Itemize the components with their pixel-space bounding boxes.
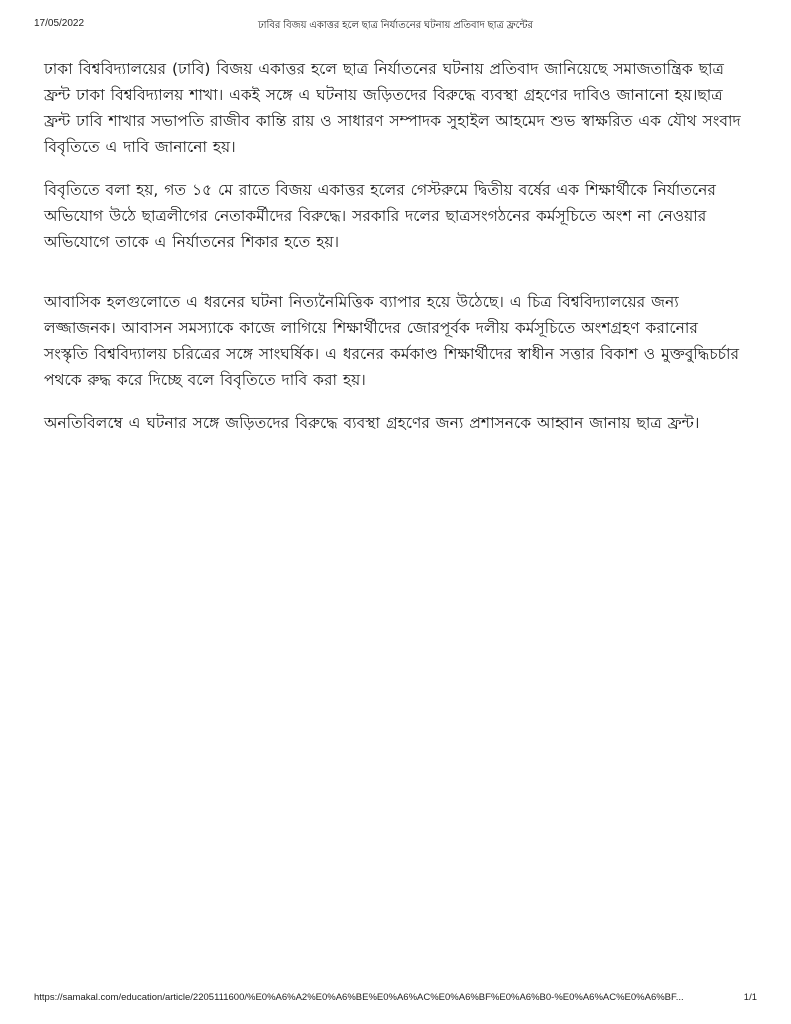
article-paragraph: বিবৃতিতে বলা হয়, গত ১৫ মে রাতে বিজয় একাত্তর হলের গেস্টরুমে দ্বিতীয় বর্ষের এক শিক্ষার্থীকে নির্যাতনের অভিযোগ উঠে ছাত্রলীগের নেতাকর্মীদের বিরুদ্ধে। সরকারি দলের ছাত্রসংগঠনের কর্মসূচিতে অংশ না নেওয়ার অভিযোগে তাকে এ নির্যাতনের শিকার হতে হয়।	[44, 181, 716, 251]
article-body	[44, 56, 744, 453]
print-footer	[34, 992, 757, 1006]
print-date: 17/05/2022	[34, 18, 85, 29]
article-paragraph: আবাসিক হলগুলোতে এ ধরনের ঘটনা নিত্যনৈমিত্তিক ব্যাপার হয়ে উঠেছে। এ চিত্র বিশ্ববিদ্যালয়ের জন্য লজ্জাজনক। আবাসন সমস্যাকে কাজে লাগিয়ে শিক্ষার্থীদের জোরপূর্বক দলীয় কর্মসূচিতে অংশগ্রহণ করানোর সংস্কৃতি বিশ্ববিদ্যালয় চরিত্রের সঙ্গে সাংঘর্ষিক। এ ধরনের কর্মকাণ্ড শিক্ষার্থীদের স্বাধীন সত্তার বিকাশ ও মুক্তবুদ্ধিচর্চার পথকে রুদ্ধ করে দিচ্ছে বলে বিবৃতিতে দাবি করা হয়।	[44, 293, 739, 389]
article-paragraph: অনতিবিলম্বে এ ঘটনার সঙ্গে জড়িতদের বিরুদ্ধে ব্যবস্থা গ্রহণের জন্য প্রশাসনকে আহ্বান জানায় ছাত্র ফ্রন্ট।	[44, 414, 700, 432]
article-paragraph: ঢাকা বিশ্ববিদ্যালয়ের (ঢাবি) বিজয় একাত্তর হলে ছাত্র নির্যাতনের ঘটনায় প্রতিবাদ জানিয়েছে সমাজতান্ত্রিক ছাত্র ফ্রন্ট ঢাকা বিশ্ববিদ্যালয় শাখা। একই সঙ্গে এ ঘটনায় জড়িতদের বিরুদ্ধে ব্যবস্থা গ্রহণের দাবিও জানানো হয়।ছাত্র ফ্রন্ট ঢাবি শাখার সভাপতি রাজীব কান্তি রায় ও সাধারণ সম্পাদক সুহাইল আহমেদ শুভ স্বাক্ষরিত এক যৌথ সংবাদ বিবৃতিতে এ দাবি জানানো হয়।	[44, 60, 741, 156]
print-header	[34, 18, 757, 34]
source-url[interactable]: https://samakal.com/education/article/2205111600/%E0%A6%A2%E0%A6%BE%E0%A6%AC%E0%A6%BF%E0%A6%B0-%E0%A6%AC%E0%A6%BF...	[34, 992, 684, 1003]
page-title: ঢাবির বিজয় একাত্তর হলে ছাত্র নির্যাতনের ঘটনায় প্রতিবাদ ছাত্র ফ্রন্টের	[257, 20, 534, 31]
page-number: 1/1	[743, 992, 757, 1003]
